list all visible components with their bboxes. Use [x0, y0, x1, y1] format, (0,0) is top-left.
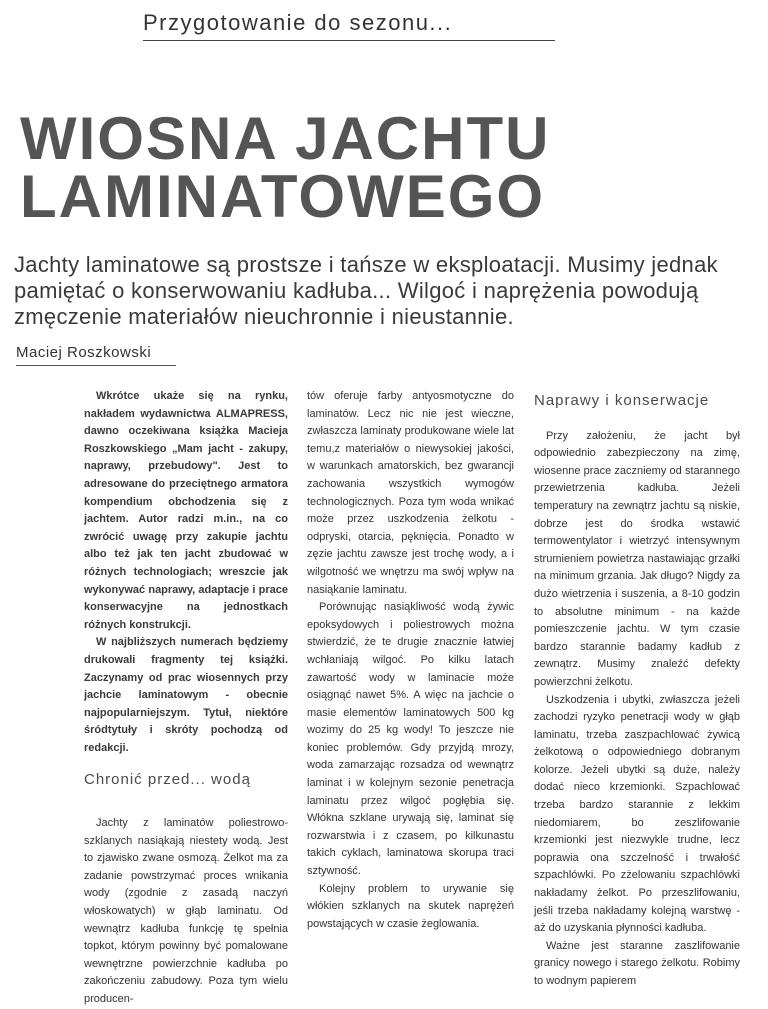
column-2 — [307, 388, 514, 933]
body-paragraph: Porównując nasiąkliwość wodą żywic epoksydowych i poliestrowych można stwierdzić, że te drugie znacznie łatwiej wchłaniają wilgoć. Po kilku latach zawartość wody w laminacie może osiągnąć nawet 5%. A więc na jachcie o masie elementów laminatowych 500 kg wozimy do 25 kg wody! To jeszcze nie koniec problemów. Gdy przyjdą mrozy, woda zamarzając rozsadza od wewnątrz laminat i w kolejnym sezonie penetracja laminatu przez wilgoć pogłębia się. Włókna szklane urywają się, laminat się rozwarstwia i z czasem, po kilkunastu takich cyklach, laminatowa skorupa traci sztywność. — [307, 601, 514, 878]
title-line-1: WIOSNA JACHTU — [20, 105, 551, 172]
article-lead: Jachty laminatowe są prostsze i tańsze w eksploatacji. Musimy jednak pamiętać o konserwowaniu kadłuba... Wilgoć i naprężenia powodują zmęczenie materiałów nieuchronnie i nieustannie. — [14, 252, 718, 329]
article-title — [20, 105, 760, 230]
subheading: Naprawy i konserwacje — [534, 392, 710, 409]
body-paragraph: Przy założeniu, że jacht był odpowiednio zabezpieczony na zimę, wiosenne prace zaczniemy od starannego przewietrzenia kadłuba. Jeżeli temperatury na zewnątrz jachtu są niskie, dobrze jest do środka wstawić termowentylator i wietrzyć intensywnym strumieniem powietrza nastawiając grzałki na minimum grzania. Jak długo? Nigdy za dużo wietrzenia i suszenia, a 8-10 godzin to absolutne minimum - na każde pomieszczenie jachtu. W tym czasie bardzo starannie badamy kadłub z zewnątrz. Musimy znaleźć defekty powierzchni żelkotu. — [534, 429, 740, 688]
body-paragraph: Uszkodzenia i ubytki, zwłaszcza jeżeli zachodzi ryzyko penetracji wody w głąb laminatu, trzeba zaszpachlować żywicą żelkotową o odpowiedniego dobranym kolorze. Jeżeli ubytki są duże, należy dodać nieco krzemionki. Szpachlować trzeba bardzo starannie z lekkim niedomiarem, bo zeszlifowanie krzemionki jest niezwykle trudne, lecz poprawia ona szczelność i trwałość szpachlówki. Po zżelowaniu szpachlówki nakładamy żelkot. Po przeszlifowaniu, jeśli trzeba nakładamy kolejną warstwę - aż do uzyskania płynności kadłuba. — [534, 693, 740, 935]
column-3 — [534, 388, 740, 991]
body-paragraph: Ważne jest staranne zaszlifowanie granicy nowego i starego żelkotu. Robimy to wodnym papierem — [534, 939, 740, 987]
section-kicker: Przygotowanie do sezonu... — [143, 10, 555, 41]
column-1 — [84, 388, 288, 1009]
author-byline: Maciej Roszkowski — [16, 344, 176, 366]
intro-paragraph: W najbliższych numerach będziemy drukowali fragmenty tej książki. Zaczynamy od prac wiosennych przy jachcie laminatowym - obecnie najpopularniejszym. Tytuł, niektóre śródtytuły i skróty pochodzą od redakcji. — [84, 636, 288, 754]
body-paragraph: Kolejny problem to urywanie się włókien szklanych na skutek naprężeń powstających w czasie żeglowania. — [307, 882, 514, 930]
body-paragraph: tów oferuje farby antyosmotyczne do laminatów. Lecz nic nie jest wieczne, zwłaszcza laminaty produkowane wiele lat temu,z materiałów o niewysokiej jakości, w warunkach amatorskich, bez gwarancji zachowania wszystkich wymogów technologicznych. Poza tym woda wnikać może przez uszkodzenia żelkotu - odpryski, otarcia, pęknięcia. Ponadto w zęzie jachtu zawsze jest trochę wody, a i wilgotność we wnętrzu ma swój wpływ na nasiąkanie laminatu. — [307, 390, 514, 596]
intro-paragraph: Wkrótce ukaże się na rynku, nakładem wydawnictwa ALMAPRESS, dawno oczekiwana książka Macieja Roszkowskiego „Mam jacht - zakupy, naprawy, przebudowy". Jest to adresowane do przeciętnego armatora kompendium obchodzenia się z jachtem. Autor radzi m.in., na co zwrócić uwagę przy zakupie jachtu albo też jak ten jacht zbudować w różnych technologiach; wreszcie jak wykonywać naprawy, adaptacje i prace konserwacyjne na jednostkach różnych konstrukcji. — [84, 390, 288, 631]
body-paragraph: Jachty z laminatów poliestrowo-szklanych nasiąkają niestety wodą. Jest to zjawisko zwane osmozą. Żelkot ma za zadanie powstrzymać proces wnikania wody (zgodnie z zasadą naczyń włoskowatych) w głąb laminatu. Od wewnątrz kadłuba funkcję tę spełnia topkot, którym powinny być pomalowane wewnętrzne powierzchnie kadłuba po zakończeniu zabudowy. Poza tym wielu producen- — [84, 817, 288, 1005]
subheading: Chronić przed... wodą — [84, 771, 251, 789]
title-line-2: LAMINATOWEGO — [20, 163, 546, 230]
